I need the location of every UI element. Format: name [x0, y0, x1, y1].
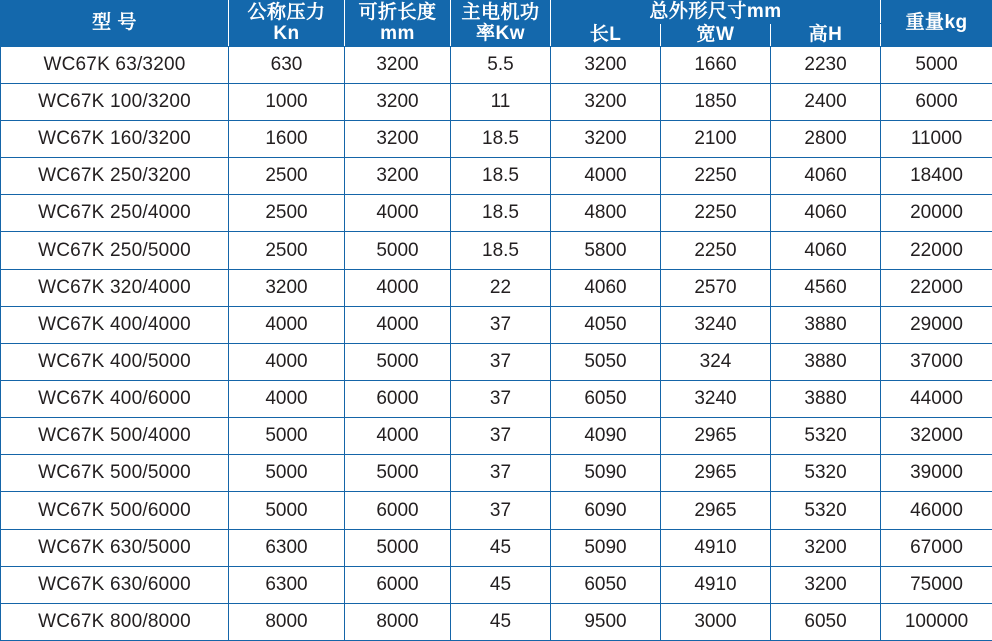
cell-force: 630	[229, 46, 345, 83]
cell-length: 5050	[551, 343, 661, 380]
cell-weight: 29000	[881, 306, 992, 343]
cell-weight: 67000	[881, 529, 992, 566]
table-row	[1, 529, 992, 566]
cell-height: 4560	[771, 269, 881, 306]
cell-height: 3200	[771, 529, 881, 566]
cell-model: WC67K 400/5000	[1, 343, 229, 380]
cell-power: 37	[451, 455, 551, 492]
header-motor-power-label: 主电机功	[461, 1, 540, 23]
cell-height: 6050	[771, 603, 881, 640]
header-row-primary	[1, 1, 992, 24]
cell-length: 4060	[551, 269, 661, 306]
table-row	[1, 120, 992, 157]
cell-width: 2250	[661, 158, 771, 195]
cell-length: 4000	[551, 158, 661, 195]
header-width: 宽W	[661, 23, 771, 46]
table-row	[1, 603, 992, 640]
cell-bending-length: 3200	[345, 120, 451, 157]
table-row	[1, 566, 992, 603]
cell-bending-length: 5000	[345, 343, 451, 380]
header-height: 高H	[771, 23, 881, 46]
cell-model: WC67K 250/4000	[1, 195, 229, 232]
cell-weight: 22000	[881, 269, 992, 306]
cell-height: 3880	[771, 343, 881, 380]
header-motor-power-unit: 率Kw	[475, 23, 525, 45]
header-nominal-pressure	[229, 1, 345, 47]
cell-power: 45	[451, 566, 551, 603]
table-body	[1, 46, 992, 640]
cell-height: 3880	[771, 306, 881, 343]
cell-force: 5000	[229, 492, 345, 529]
cell-width: 2250	[661, 195, 771, 232]
header-overall-dimensions: 总外形尺寸mm	[551, 1, 881, 24]
cell-width: 2100	[661, 120, 771, 157]
cell-width: 4910	[661, 529, 771, 566]
cell-model: WC67K 500/4000	[1, 418, 229, 455]
cell-width: 4910	[661, 566, 771, 603]
cell-width: 2965	[661, 418, 771, 455]
cell-power: 11	[451, 83, 551, 120]
cell-bending-length: 5000	[345, 232, 451, 269]
table-row	[1, 343, 992, 380]
table-row	[1, 418, 992, 455]
cell-bending-length: 3200	[345, 158, 451, 195]
cell-width: 3240	[661, 306, 771, 343]
cell-force: 6300	[229, 529, 345, 566]
cell-force: 2500	[229, 195, 345, 232]
cell-power: 22	[451, 269, 551, 306]
cell-force: 2500	[229, 158, 345, 195]
cell-height: 3200	[771, 566, 881, 603]
cell-height: 2400	[771, 83, 881, 120]
cell-power: 18.5	[451, 158, 551, 195]
table-header	[1, 1, 992, 47]
cell-power: 18.5	[451, 232, 551, 269]
cell-force: 1600	[229, 120, 345, 157]
cell-model: WC67K 63/3200	[1, 46, 229, 83]
header-weight: 重量kg	[881, 1, 992, 47]
cell-force: 8000	[229, 603, 345, 640]
table-row	[1, 455, 992, 492]
cell-force: 5000	[229, 418, 345, 455]
cell-force: 2500	[229, 232, 345, 269]
cell-weight: 75000	[881, 566, 992, 603]
cell-power: 18.5	[451, 195, 551, 232]
cell-weight: 18400	[881, 158, 992, 195]
cell-model: WC67K 250/3200	[1, 158, 229, 195]
cell-model: WC67K 250/5000	[1, 232, 229, 269]
cell-model: WC67K 100/3200	[1, 83, 229, 120]
cell-length: 6050	[551, 566, 661, 603]
cell-bending-length: 8000	[345, 603, 451, 640]
cell-force: 6300	[229, 566, 345, 603]
header-motor-power	[451, 1, 551, 47]
header-model: 型 号	[1, 1, 229, 47]
cell-length: 4090	[551, 418, 661, 455]
cell-power: 5.5	[451, 46, 551, 83]
cell-bending-length: 6000	[345, 566, 451, 603]
cell-bending-length: 6000	[345, 380, 451, 417]
header-nominal-pressure-label: 公称压力	[247, 1, 326, 23]
cell-power: 45	[451, 603, 551, 640]
cell-model: WC67K 800/8000	[1, 603, 229, 640]
cell-bending-length: 4000	[345, 418, 451, 455]
cell-weight: 44000	[881, 380, 992, 417]
cell-model: WC67K 630/6000	[1, 566, 229, 603]
cell-power: 37	[451, 418, 551, 455]
cell-height: 4060	[771, 232, 881, 269]
cell-length: 9500	[551, 603, 661, 640]
cell-model: WC67K 630/5000	[1, 529, 229, 566]
table-row	[1, 306, 992, 343]
cell-model: WC67K 160/3200	[1, 120, 229, 157]
cell-height: 5320	[771, 418, 881, 455]
cell-weight: 100000	[881, 603, 992, 640]
cell-height: 4060	[771, 195, 881, 232]
table-row	[1, 195, 992, 232]
cell-force: 1000	[229, 83, 345, 120]
table-row	[1, 380, 992, 417]
cell-model: WC67K 500/6000	[1, 492, 229, 529]
cell-height: 4060	[771, 158, 881, 195]
table-row	[1, 269, 992, 306]
cell-power: 18.5	[451, 120, 551, 157]
cell-length: 6050	[551, 380, 661, 417]
cell-length: 5090	[551, 455, 661, 492]
cell-width: 2570	[661, 269, 771, 306]
header-length: 长L	[551, 23, 661, 46]
cell-length: 5800	[551, 232, 661, 269]
cell-width: 1850	[661, 83, 771, 120]
cell-bending-length: 5000	[345, 455, 451, 492]
cell-force: 3200	[229, 269, 345, 306]
cell-width: 3240	[661, 380, 771, 417]
cell-bending-length: 6000	[345, 492, 451, 529]
cell-bending-length: 4000	[345, 195, 451, 232]
cell-model: WC67K 320/4000	[1, 269, 229, 306]
table-row	[1, 83, 992, 120]
cell-width: 2250	[661, 232, 771, 269]
cell-weight: 20000	[881, 195, 992, 232]
table-row	[1, 46, 992, 83]
header-bending-length	[345, 1, 451, 47]
cell-weight: 46000	[881, 492, 992, 529]
cell-weight: 32000	[881, 418, 992, 455]
cell-bending-length: 3200	[345, 83, 451, 120]
cell-weight: 5000	[881, 46, 992, 83]
cell-length: 6090	[551, 492, 661, 529]
cell-weight: 22000	[881, 232, 992, 269]
cell-weight: 37000	[881, 343, 992, 380]
table-row	[1, 492, 992, 529]
cell-power: 37	[451, 492, 551, 529]
cell-height: 5320	[771, 455, 881, 492]
cell-power: 37	[451, 306, 551, 343]
cell-weight: 11000	[881, 120, 992, 157]
cell-length: 3200	[551, 46, 661, 83]
cell-height: 2230	[771, 46, 881, 83]
cell-length: 3200	[551, 83, 661, 120]
cell-force: 4000	[229, 343, 345, 380]
cell-bending-length: 3200	[345, 46, 451, 83]
cell-bending-length: 5000	[345, 529, 451, 566]
header-bending-length-label: 可折长度	[358, 1, 437, 23]
cell-height: 5320	[771, 492, 881, 529]
cell-height: 2800	[771, 120, 881, 157]
cell-power: 45	[451, 529, 551, 566]
cell-width: 2965	[661, 492, 771, 529]
cell-weight: 6000	[881, 83, 992, 120]
cell-model: WC67K 400/6000	[1, 380, 229, 417]
cell-force: 4000	[229, 306, 345, 343]
cell-length: 3200	[551, 120, 661, 157]
cell-length: 4050	[551, 306, 661, 343]
cell-width: 1660	[661, 46, 771, 83]
cell-width: 324	[661, 343, 771, 380]
cell-bending-length: 4000	[345, 306, 451, 343]
cell-bending-length: 4000	[345, 269, 451, 306]
cell-force: 5000	[229, 455, 345, 492]
header-bending-length-unit: mm	[380, 23, 415, 45]
cell-length: 5090	[551, 529, 661, 566]
cell-force: 4000	[229, 380, 345, 417]
cell-width: 3000	[661, 603, 771, 640]
cell-width: 2965	[661, 455, 771, 492]
table-row	[1, 232, 992, 269]
table-row	[1, 158, 992, 195]
cell-length: 4800	[551, 195, 661, 232]
cell-power: 37	[451, 343, 551, 380]
cell-model: WC67K 500/5000	[1, 455, 229, 492]
cell-height: 3880	[771, 380, 881, 417]
cell-weight: 39000	[881, 455, 992, 492]
cell-power: 37	[451, 380, 551, 417]
header-nominal-pressure-unit: Kn	[273, 23, 300, 45]
cell-model: WC67K 400/4000	[1, 306, 229, 343]
